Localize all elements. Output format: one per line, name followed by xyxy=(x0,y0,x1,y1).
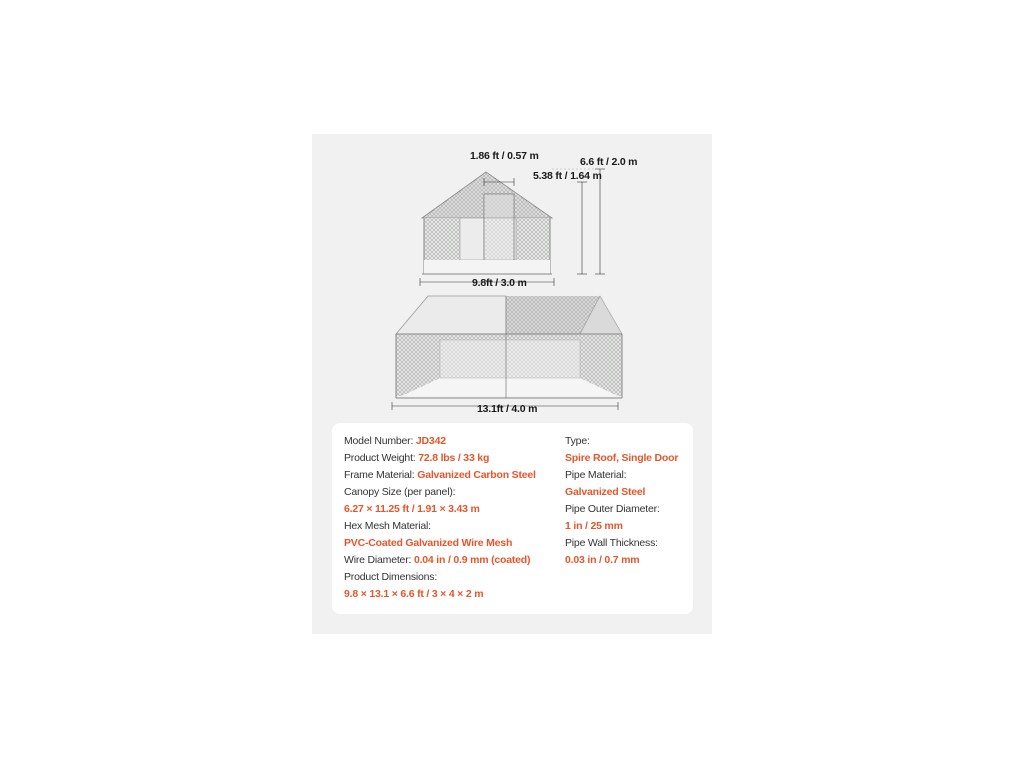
product-spec-card xyxy=(312,134,712,634)
door-width-label: 1.86 ft / 0.57 m xyxy=(470,150,539,162)
spec-mesh-material-value: PVC-Coated Galvanized Wire Mesh xyxy=(344,537,513,549)
spec-pipe-material-label: Pipe Material: xyxy=(565,469,627,481)
spec-wire-diameter: Wire Diameter: 0.04 in / 0.9 mm (coated) xyxy=(344,554,531,566)
length-label: 13.1ft / 4.0 m xyxy=(477,403,538,415)
spec-model-number: Model Number: JD342 xyxy=(344,435,446,447)
spec-pipe-wall-thickness-label: Pipe Wall Thickness: xyxy=(565,537,658,549)
perspective-view xyxy=(392,296,622,410)
front-view xyxy=(420,169,605,286)
spec-type-label: Type: xyxy=(565,435,590,447)
spec-frame-material: Frame Material: Galvanized Carbon Steel xyxy=(344,469,536,481)
spec-mesh-material-label: Hex Mesh Material: xyxy=(344,520,431,532)
spec-pipe-outer-diameter-label: Pipe Outer Diameter: xyxy=(565,503,660,515)
width-label: 9.8ft / 3.0 m xyxy=(472,277,527,289)
spec-product-dimensions-label: Product Dimensions: xyxy=(344,571,438,583)
spec-pipe-outer-diameter-value: 1 in / 25 mm xyxy=(565,520,623,532)
spec-canopy-size-label: Canopy Size (per panel): xyxy=(344,486,456,498)
spec-product-dimensions-value: 9.8 × 13.1 × 6.6 ft / 3 × 4 × 2 m xyxy=(344,588,484,600)
spec-pipe-wall-thickness-value: 0.03 in / 0.7 mm xyxy=(565,554,640,566)
total-height-label: 6.6 ft / 2.0 m xyxy=(580,156,638,168)
spec-canopy-size-value: 6.27 × 11.25 ft / 1.91 × 3.43 m xyxy=(344,503,480,515)
specifications-panel xyxy=(332,423,693,614)
spec-type-value: Spire Roof, Single Door xyxy=(565,452,679,464)
side-height-label: 5.38 ft / 1.64 m xyxy=(533,170,602,182)
spec-pipe-material-value: Galvanized Steel xyxy=(565,486,646,498)
spec-product-weight: Product Weight: 72.8 lbs / 33 kg xyxy=(344,452,490,464)
